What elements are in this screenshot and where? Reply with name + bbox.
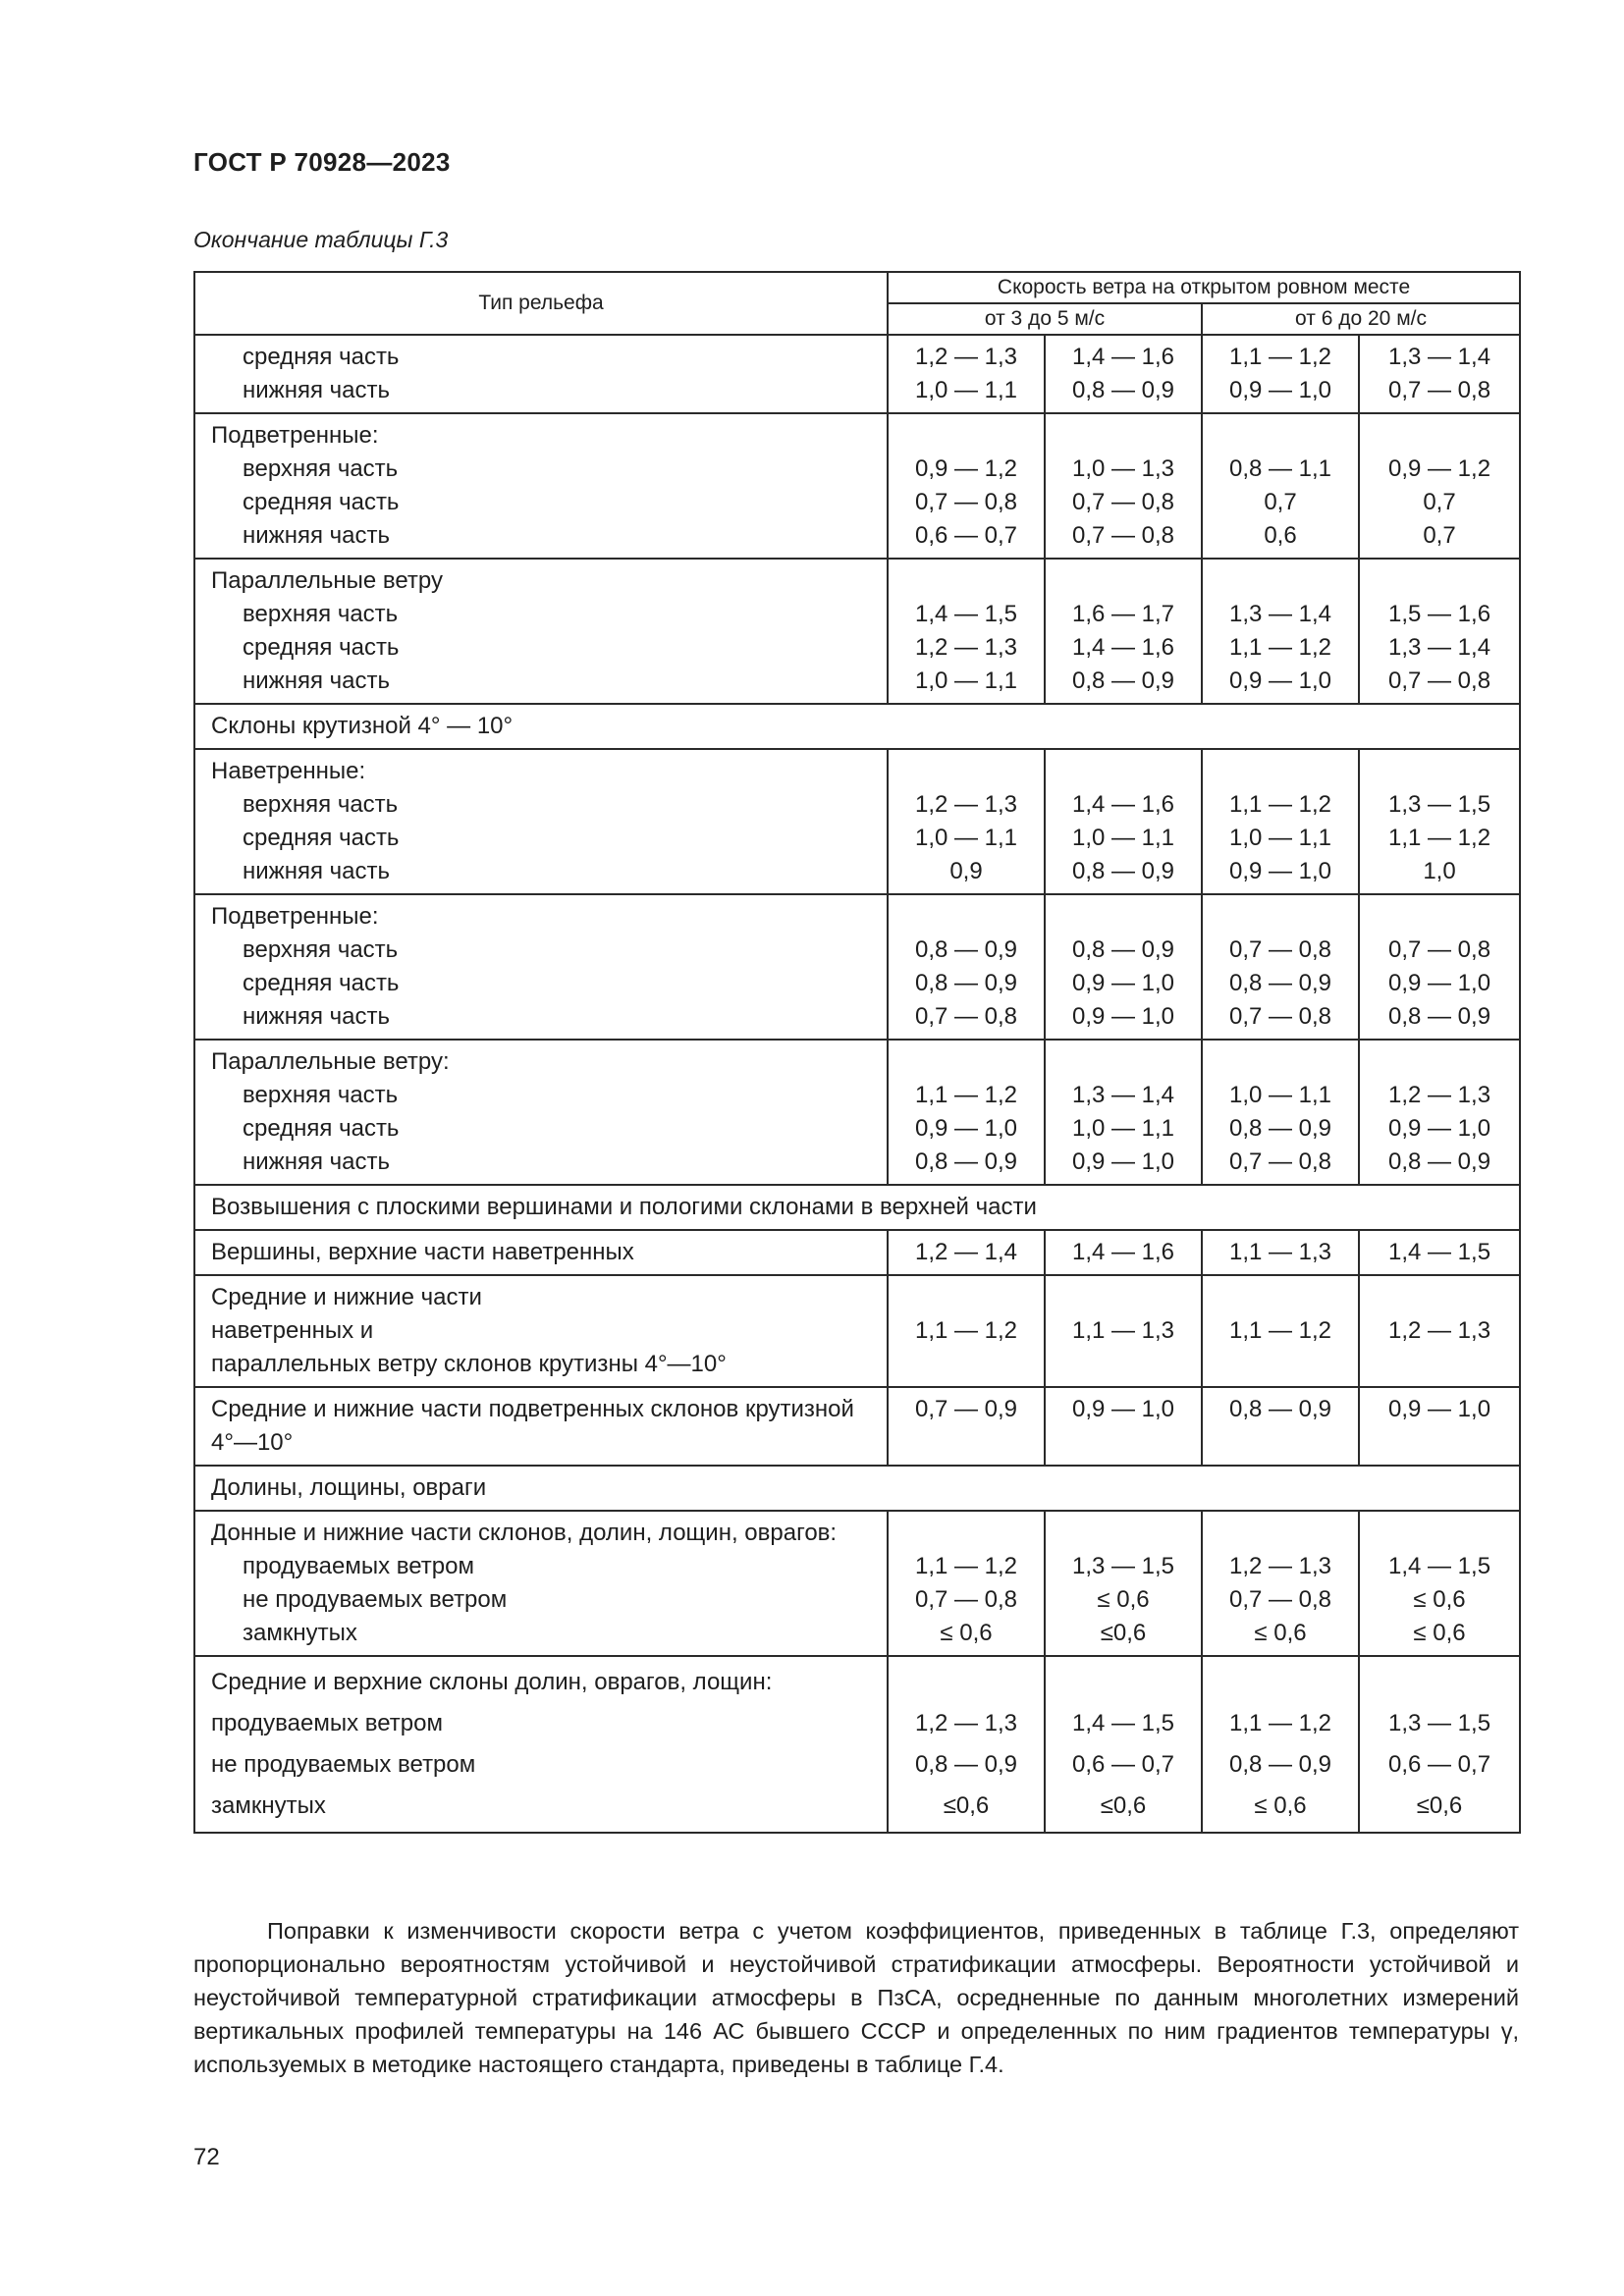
coefficient-value: ≤0,6 — [1100, 1792, 1147, 1819]
value-cell — [1359, 1275, 1520, 1387]
relief-type-line: Вершины, верхние части наветренных — [211, 1239, 634, 1265]
coefficient-value: 0,8 — 0,9 — [914, 936, 1018, 963]
coefficient-value — [1050, 1662, 1197, 1703]
coefficient-value — [1207, 755, 1354, 788]
coefficient-value: 0,9 — 1,0 — [1228, 377, 1332, 403]
relief-type-cell — [194, 1230, 888, 1275]
relief-type-line: средняя часть — [243, 489, 400, 515]
coefficient-value: 1,0 — 1,3 — [1071, 455, 1175, 482]
table-row — [194, 1387, 1520, 1466]
header-wind-speed: Скорость ветра на открытом ровном месте — [888, 272, 1520, 303]
value-cell — [1202, 1656, 1359, 1833]
coefficient-value: 0,6 — [1264, 522, 1297, 549]
coefficient-value — [893, 1662, 1040, 1703]
value-cell — [1202, 1387, 1359, 1466]
coefficient-value: 1,1 — 1,2 — [1228, 1710, 1332, 1736]
value-cell — [1359, 894, 1520, 1040]
coefficient-value — [1207, 1662, 1354, 1703]
coefficient-value — [1050, 1045, 1197, 1079]
value-cell — [888, 413, 1045, 559]
coefficient-value: 1,1 — 1,2 — [914, 1317, 1018, 1344]
coefficient-value: 0,9 — 1,0 — [1228, 667, 1332, 694]
coefficient-value: 1,1 — 1,2 — [1228, 344, 1332, 370]
coefficient-value: 1,0 — 1,1 — [1228, 825, 1332, 851]
value-cell — [888, 335, 1045, 413]
coefficient-value: ≤ 0,6 — [1254, 1792, 1307, 1819]
relief-type-line: Подветренные: — [211, 903, 379, 930]
relief-type-line: Наветренные: — [211, 758, 366, 784]
relief-type-cell — [194, 559, 888, 704]
coefficient-value: 0,8 — 1,1 — [1228, 455, 1332, 482]
relief-type-line: продуваемых ветром — [243, 1553, 474, 1579]
table-row — [194, 894, 1520, 1040]
section-row — [194, 1185, 1520, 1230]
coefficient-value — [1364, 755, 1515, 788]
value-cell — [1359, 1040, 1520, 1185]
coefficient-value — [1207, 564, 1354, 598]
relief-type-line: верхняя часть — [243, 601, 399, 627]
relief-type-line: Средние и нижние части — [211, 1284, 482, 1310]
coefficient-value: 0,7 — 0,8 — [914, 1003, 1018, 1030]
coefficient-value: 1,3 — 1,4 — [1387, 634, 1491, 661]
coefficient-value: 0,9 — 1,0 — [1071, 1148, 1175, 1175]
coefficient-value: 0,9 — 1,2 — [914, 455, 1018, 482]
table-row — [194, 1230, 1520, 1275]
relief-type-line: Параллельные ветру — [211, 567, 443, 594]
coefficient-value: 1,2 — 1,3 — [1228, 1553, 1332, 1579]
coefficient-value: 1,2 — 1,3 — [1387, 1082, 1491, 1108]
relief-type-line: Параллельные ветру: — [211, 1048, 450, 1075]
coefficient-value: ≤ 0,6 — [1413, 1620, 1466, 1646]
coefficient-value — [1207, 1517, 1354, 1550]
value-cell — [888, 1511, 1045, 1656]
value-cell — [1359, 1656, 1520, 1833]
relief-type-line: верхняя часть — [243, 1082, 399, 1108]
coefficient-value: 0,9 — [949, 858, 983, 884]
table-row — [194, 1656, 1520, 1833]
value-cell — [1202, 1040, 1359, 1185]
paragraph-text: Поправки к изменчивости скорости ветра с учетом коэффициентов, приведенных в таблице Г.3, определяют пропорционально вероятностям устойчивой и неустойчивой стратификации атмосферы. Вероятности устойчивой и неустойчивой температурной стратификации атмосферы в ПзСА, осредненные по данным многолетних измерений вертикальных профилей температуры на 146 АС бывшего СССР и определенных по ним градиентов температуры γ, используемых в методике настоящего стандарта, приведены в таблице Г.4. — [193, 1918, 1519, 2077]
table-row — [194, 1511, 1520, 1656]
coefficient-value: 1,4 — 1,6 — [1071, 634, 1175, 661]
coefficient-value: ≤0,6 — [943, 1792, 990, 1819]
wind-coefficient-table — [193, 271, 1521, 1834]
coefficient-value — [893, 1045, 1040, 1079]
value-cell — [1045, 1040, 1202, 1185]
value-cell — [888, 1275, 1045, 1387]
relief-type-line: нижняя часть — [243, 522, 390, 549]
coefficient-value: 1,3 — 1,4 — [1228, 601, 1332, 627]
coefficient-value: 0,7 — 0,8 — [1387, 667, 1491, 694]
coefficient-value — [1050, 1348, 1197, 1381]
coefficient-value: 1,1 — 1,2 — [1387, 825, 1491, 851]
page-number: 72 — [193, 2144, 220, 2170]
coefficient-value: 0,9 — 1,0 — [1071, 1396, 1175, 1422]
coefficient-value — [893, 1348, 1040, 1381]
coefficient-value: 0,7 — 0,8 — [1071, 522, 1175, 549]
coefficient-value: 1,4 — 1,6 — [1071, 344, 1175, 370]
coefficient-value — [1207, 900, 1354, 934]
coefficient-value: 0,9 — 1,0 — [1228, 858, 1332, 884]
header-range-6-20: от 6 до 20 м/с — [1202, 303, 1520, 335]
coefficient-value: 0,8 — 0,9 — [1228, 1396, 1332, 1422]
relief-type-line: верхняя часть — [243, 455, 399, 482]
section-title: Долины, лощины, овраги — [194, 1466, 1520, 1511]
coefficient-value: 1,4 — 1,5 — [914, 601, 1018, 627]
coefficient-value: 1,2 — 1,3 — [1387, 1317, 1491, 1344]
coefficient-value: 1,3 — 1,5 — [1387, 791, 1491, 818]
relief-type-line: замкнутых — [211, 1792, 326, 1819]
coefficient-value — [893, 1281, 1040, 1314]
coefficient-value — [1364, 1517, 1515, 1550]
coefficient-value — [1050, 900, 1197, 934]
relief-type-line: замкнутых — [243, 1620, 357, 1646]
relief-type-line: Средние и нижние части подветренных склонов крутизной — [211, 1396, 854, 1422]
relief-type-cell — [194, 894, 888, 1040]
value-cell — [1202, 1230, 1359, 1275]
table-row — [194, 1275, 1520, 1387]
coefficient-value: 0,7 — 0,8 — [914, 489, 1018, 515]
value-cell — [1202, 1275, 1359, 1387]
value-cell — [1359, 1511, 1520, 1656]
coefficient-value: 0,7 — 0,9 — [914, 1396, 1018, 1422]
coefficient-value — [1207, 419, 1354, 453]
table-row — [194, 1040, 1520, 1185]
coefficient-value: 1,2 — 1,3 — [914, 1710, 1018, 1736]
coefficient-value: 0,7 — 0,8 — [1387, 377, 1491, 403]
coefficient-value: 1,3 — 1,4 — [1071, 1082, 1175, 1108]
relief-type-line: Средние и верхние склоны долин, оврагов, лощин: — [211, 1669, 773, 1695]
value-cell — [1045, 413, 1202, 559]
relief-type-line: нижняя часть — [243, 858, 390, 884]
relief-type-line: средняя часть — [243, 825, 400, 851]
coefficient-value: 0,9 — 1,0 — [1071, 1003, 1175, 1030]
coefficient-value — [893, 755, 1040, 788]
coefficient-value: 1,4 — 1,6 — [1071, 791, 1175, 818]
section-title: Возвышения с плоскими вершинами и пологими склонами в верхней части — [194, 1185, 1520, 1230]
value-cell — [1045, 1511, 1202, 1656]
coefficient-value — [1364, 900, 1515, 934]
relief-type-line: средняя часть — [243, 1115, 400, 1142]
coefficient-value: 1,4 — 1,5 — [1071, 1710, 1175, 1736]
coefficient-value: 1,2 — 1,4 — [914, 1239, 1018, 1265]
value-cell — [888, 894, 1045, 1040]
coefficient-value: 1,0 — 1,1 — [1228, 1082, 1332, 1108]
coefficient-value: 0,6 — 0,7 — [1387, 1751, 1491, 1778]
coefficient-value: 0,8 — 0,9 — [914, 1751, 1018, 1778]
coefficient-value: 0,8 — 0,9 — [1387, 1148, 1491, 1175]
relief-type-cell — [194, 413, 888, 559]
relief-type-line: 4°—10° — [211, 1429, 294, 1456]
coefficient-value: 0,9 — 1,0 — [1387, 970, 1491, 996]
coefficient-value: 1,6 — 1,7 — [1071, 601, 1175, 627]
value-cell — [1202, 749, 1359, 894]
relief-type-line: нижняя часть — [243, 1003, 390, 1030]
value-cell — [1202, 559, 1359, 704]
coefficient-value: 0,9 — 1,2 — [1387, 455, 1491, 482]
table-container — [193, 271, 1519, 1834]
coefficient-value: 1,3 — 1,5 — [1387, 1710, 1491, 1736]
coefficient-value: 0,9 — 1,0 — [1387, 1396, 1491, 1422]
value-cell — [888, 1040, 1045, 1185]
value-cell — [1359, 1387, 1520, 1466]
coefficient-value — [1207, 1348, 1354, 1381]
table-row — [194, 559, 1520, 704]
relief-type-line: нижняя часть — [243, 1148, 390, 1175]
relief-type-cell — [194, 1511, 888, 1656]
value-cell — [888, 1230, 1045, 1275]
coefficient-value — [1050, 419, 1197, 453]
coefficient-value: 1,1 — 1,3 — [1228, 1239, 1332, 1265]
coefficient-value: 1,0 — 1,1 — [914, 667, 1018, 694]
coefficient-value: 1,4 — 1,6 — [1071, 1239, 1175, 1265]
coefficient-value — [1364, 419, 1515, 453]
value-cell — [888, 749, 1045, 894]
value-cell — [1202, 413, 1359, 559]
value-cell — [1202, 1511, 1359, 1656]
value-cell — [888, 1387, 1045, 1466]
coefficient-value: 0,8 — 0,9 — [1387, 1003, 1491, 1030]
relief-type-line: нижняя часть — [243, 377, 390, 403]
coefficient-value: 1,1 — 1,3 — [1071, 1317, 1175, 1344]
relief-type-line: нижняя часть — [243, 667, 390, 694]
table-row — [194, 749, 1520, 894]
coefficient-value: 0,7 — [1423, 489, 1456, 515]
coefficient-value: ≤ 0,6 — [940, 1620, 993, 1646]
coefficient-value: ≤ 0,6 — [1413, 1586, 1466, 1613]
header-relief-type: Тип рельефа — [194, 272, 888, 335]
coefficient-value — [1050, 1426, 1197, 1460]
coefficient-value — [1364, 1348, 1515, 1381]
relief-type-cell — [194, 1040, 888, 1185]
coefficient-value: 0,8 — 0,9 — [1071, 377, 1175, 403]
section-title: Склоны крутизной 4° — 10° — [194, 704, 1520, 749]
coefficient-value: 1,2 — 1,3 — [914, 634, 1018, 661]
coefficient-value: 1,1 — 1,2 — [914, 1553, 1018, 1579]
value-cell — [1045, 1656, 1202, 1833]
coefficient-value: 0,8 — 0,9 — [1071, 858, 1175, 884]
value-cell — [888, 559, 1045, 704]
coefficient-value: 0,7 — 0,8 — [1228, 1586, 1332, 1613]
coefficient-value — [893, 564, 1040, 598]
relief-type-line: верхняя часть — [243, 936, 399, 963]
coefficient-value: ≤ 0,6 — [1097, 1586, 1150, 1613]
relief-type-line: Донные и нижние части склонов, долин, лощин, оврагов: — [211, 1520, 838, 1546]
relief-type-cell — [194, 1387, 888, 1466]
value-cell — [1359, 559, 1520, 704]
coefficient-value — [1364, 564, 1515, 598]
coefficient-value: 0,7 — 0,8 — [1071, 489, 1175, 515]
coefficient-value — [1207, 1281, 1354, 1314]
coefficient-value: 1,4 — 1,5 — [1387, 1553, 1491, 1579]
header-range-3-5: от 3 до 5 м/с — [888, 303, 1202, 335]
section-row — [194, 1466, 1520, 1511]
coefficient-value: 1,1 — 1,2 — [1228, 791, 1332, 818]
coefficient-value: 1,2 — 1,3 — [914, 791, 1018, 818]
table-row — [194, 413, 1520, 559]
relief-type-line: средняя часть — [243, 344, 400, 370]
coefficient-value — [893, 419, 1040, 453]
relief-type-cell — [194, 335, 888, 413]
value-cell — [1359, 1230, 1520, 1275]
relief-type-cell — [194, 1656, 888, 1833]
relief-type-cell — [194, 749, 888, 894]
value-cell — [1359, 413, 1520, 559]
relief-type-line: наветренных и — [211, 1317, 374, 1344]
table-row — [194, 335, 1520, 413]
relief-type-line: Подветренные: — [211, 422, 379, 449]
coefficient-value — [1364, 1662, 1515, 1703]
value-cell — [1359, 335, 1520, 413]
coefficient-value: 0,8 — 0,9 — [1228, 1115, 1332, 1142]
coefficient-value: 1,0 — 1,1 — [914, 825, 1018, 851]
value-cell — [1045, 749, 1202, 894]
coefficient-value — [1050, 1517, 1197, 1550]
value-cell — [1045, 559, 1202, 704]
coefficient-value: 0,7 — 0,8 — [914, 1586, 1018, 1613]
relief-type-line: не продуваемых ветром — [243, 1586, 508, 1613]
value-cell — [1045, 894, 1202, 1040]
coefficient-value: ≤0,6 — [1416, 1792, 1463, 1819]
value-cell — [888, 1656, 1045, 1833]
coefficient-value: 1,1 — 1,2 — [1228, 634, 1332, 661]
coefficient-value — [893, 1517, 1040, 1550]
value-cell — [1202, 894, 1359, 1040]
relief-type-line: не продуваемых ветром — [211, 1751, 476, 1778]
value-cell — [1045, 1275, 1202, 1387]
relief-type-line: продуваемых ветром — [211, 1710, 443, 1736]
coefficient-value — [1050, 1281, 1197, 1314]
coefficient-value: 0,6 — 0,7 — [914, 522, 1018, 549]
coefficient-value — [1364, 1045, 1515, 1079]
coefficient-value — [893, 1426, 1040, 1460]
body-paragraph — [193, 1914, 1519, 2081]
coefficient-value: 0,7 — 0,8 — [1228, 1003, 1332, 1030]
relief-type-line: верхняя часть — [243, 791, 399, 818]
coefficient-value: 0,8 — 0,9 — [914, 970, 1018, 996]
relief-type-line: средняя часть — [243, 970, 400, 996]
value-cell — [1045, 1387, 1202, 1466]
coefficient-value: 0,9 — 1,0 — [914, 1115, 1018, 1142]
coefficient-value: 1,3 — 1,5 — [1071, 1553, 1175, 1579]
value-cell — [1045, 335, 1202, 413]
coefficient-value — [1207, 1426, 1354, 1460]
coefficient-value: 1,0 — 1,1 — [914, 377, 1018, 403]
value-cell — [1359, 749, 1520, 894]
coefficient-value: 0,8 — 0,9 — [1071, 667, 1175, 694]
section-row — [194, 704, 1520, 749]
coefficient-value: 1,4 — 1,5 — [1387, 1239, 1491, 1265]
coefficient-value: 0,7 — 0,8 — [1387, 936, 1491, 963]
value-cell — [1202, 335, 1359, 413]
coefficient-value: 0,7 — 0,8 — [1228, 936, 1332, 963]
coefficient-value: 0,7 — 0,8 — [1228, 1148, 1332, 1175]
coefficient-value: 0,8 — 0,9 — [914, 1148, 1018, 1175]
coefficient-value — [1050, 564, 1197, 598]
coefficient-value: 1,0 — [1423, 858, 1456, 884]
coefficient-value: 0,7 — [1264, 489, 1297, 515]
coefficient-value: 0,6 — 0,7 — [1071, 1751, 1175, 1778]
coefficient-value: 0,8 — 0,9 — [1071, 936, 1175, 963]
coefficient-value — [893, 900, 1040, 934]
coefficient-value: 1,1 — 1,2 — [1228, 1317, 1332, 1344]
table-body — [194, 335, 1520, 1833]
coefficient-value: 0,8 — 0,9 — [1228, 1751, 1332, 1778]
document-header: ГОСТ Р 70928—2023 — [193, 147, 451, 177]
relief-type-cell — [194, 1275, 888, 1387]
coefficient-value: 1,5 — 1,6 — [1387, 601, 1491, 627]
coefficient-value — [1364, 1426, 1515, 1460]
coefficient-value: 1,0 — 1,1 — [1071, 1115, 1175, 1142]
coefficient-value: ≤0,6 — [1100, 1620, 1147, 1646]
coefficient-value: 1,0 — 1,1 — [1071, 825, 1175, 851]
relief-type-line: параллельных ветру склонов крутизны 4°—10° — [211, 1351, 727, 1377]
coefficient-value: 0,9 — 1,0 — [1071, 970, 1175, 996]
coefficient-value — [1207, 1045, 1354, 1079]
coefficient-value: 0,9 — 1,0 — [1387, 1115, 1491, 1142]
coefficient-value: 0,7 — [1423, 522, 1456, 549]
coefficient-value: 1,3 — 1,4 — [1387, 344, 1491, 370]
coefficient-value: ≤ 0,6 — [1254, 1620, 1307, 1646]
coefficient-value: 1,2 — 1,3 — [914, 344, 1018, 370]
coefficient-value: 0,8 — 0,9 — [1228, 970, 1332, 996]
relief-type-line: средняя часть — [243, 634, 400, 661]
coefficient-value: 1,1 — 1,2 — [914, 1082, 1018, 1108]
coefficient-value — [1050, 755, 1197, 788]
value-cell — [1045, 1230, 1202, 1275]
coefficient-value — [1364, 1281, 1515, 1314]
table-caption: Окончание таблицы Г.3 — [193, 227, 449, 252]
